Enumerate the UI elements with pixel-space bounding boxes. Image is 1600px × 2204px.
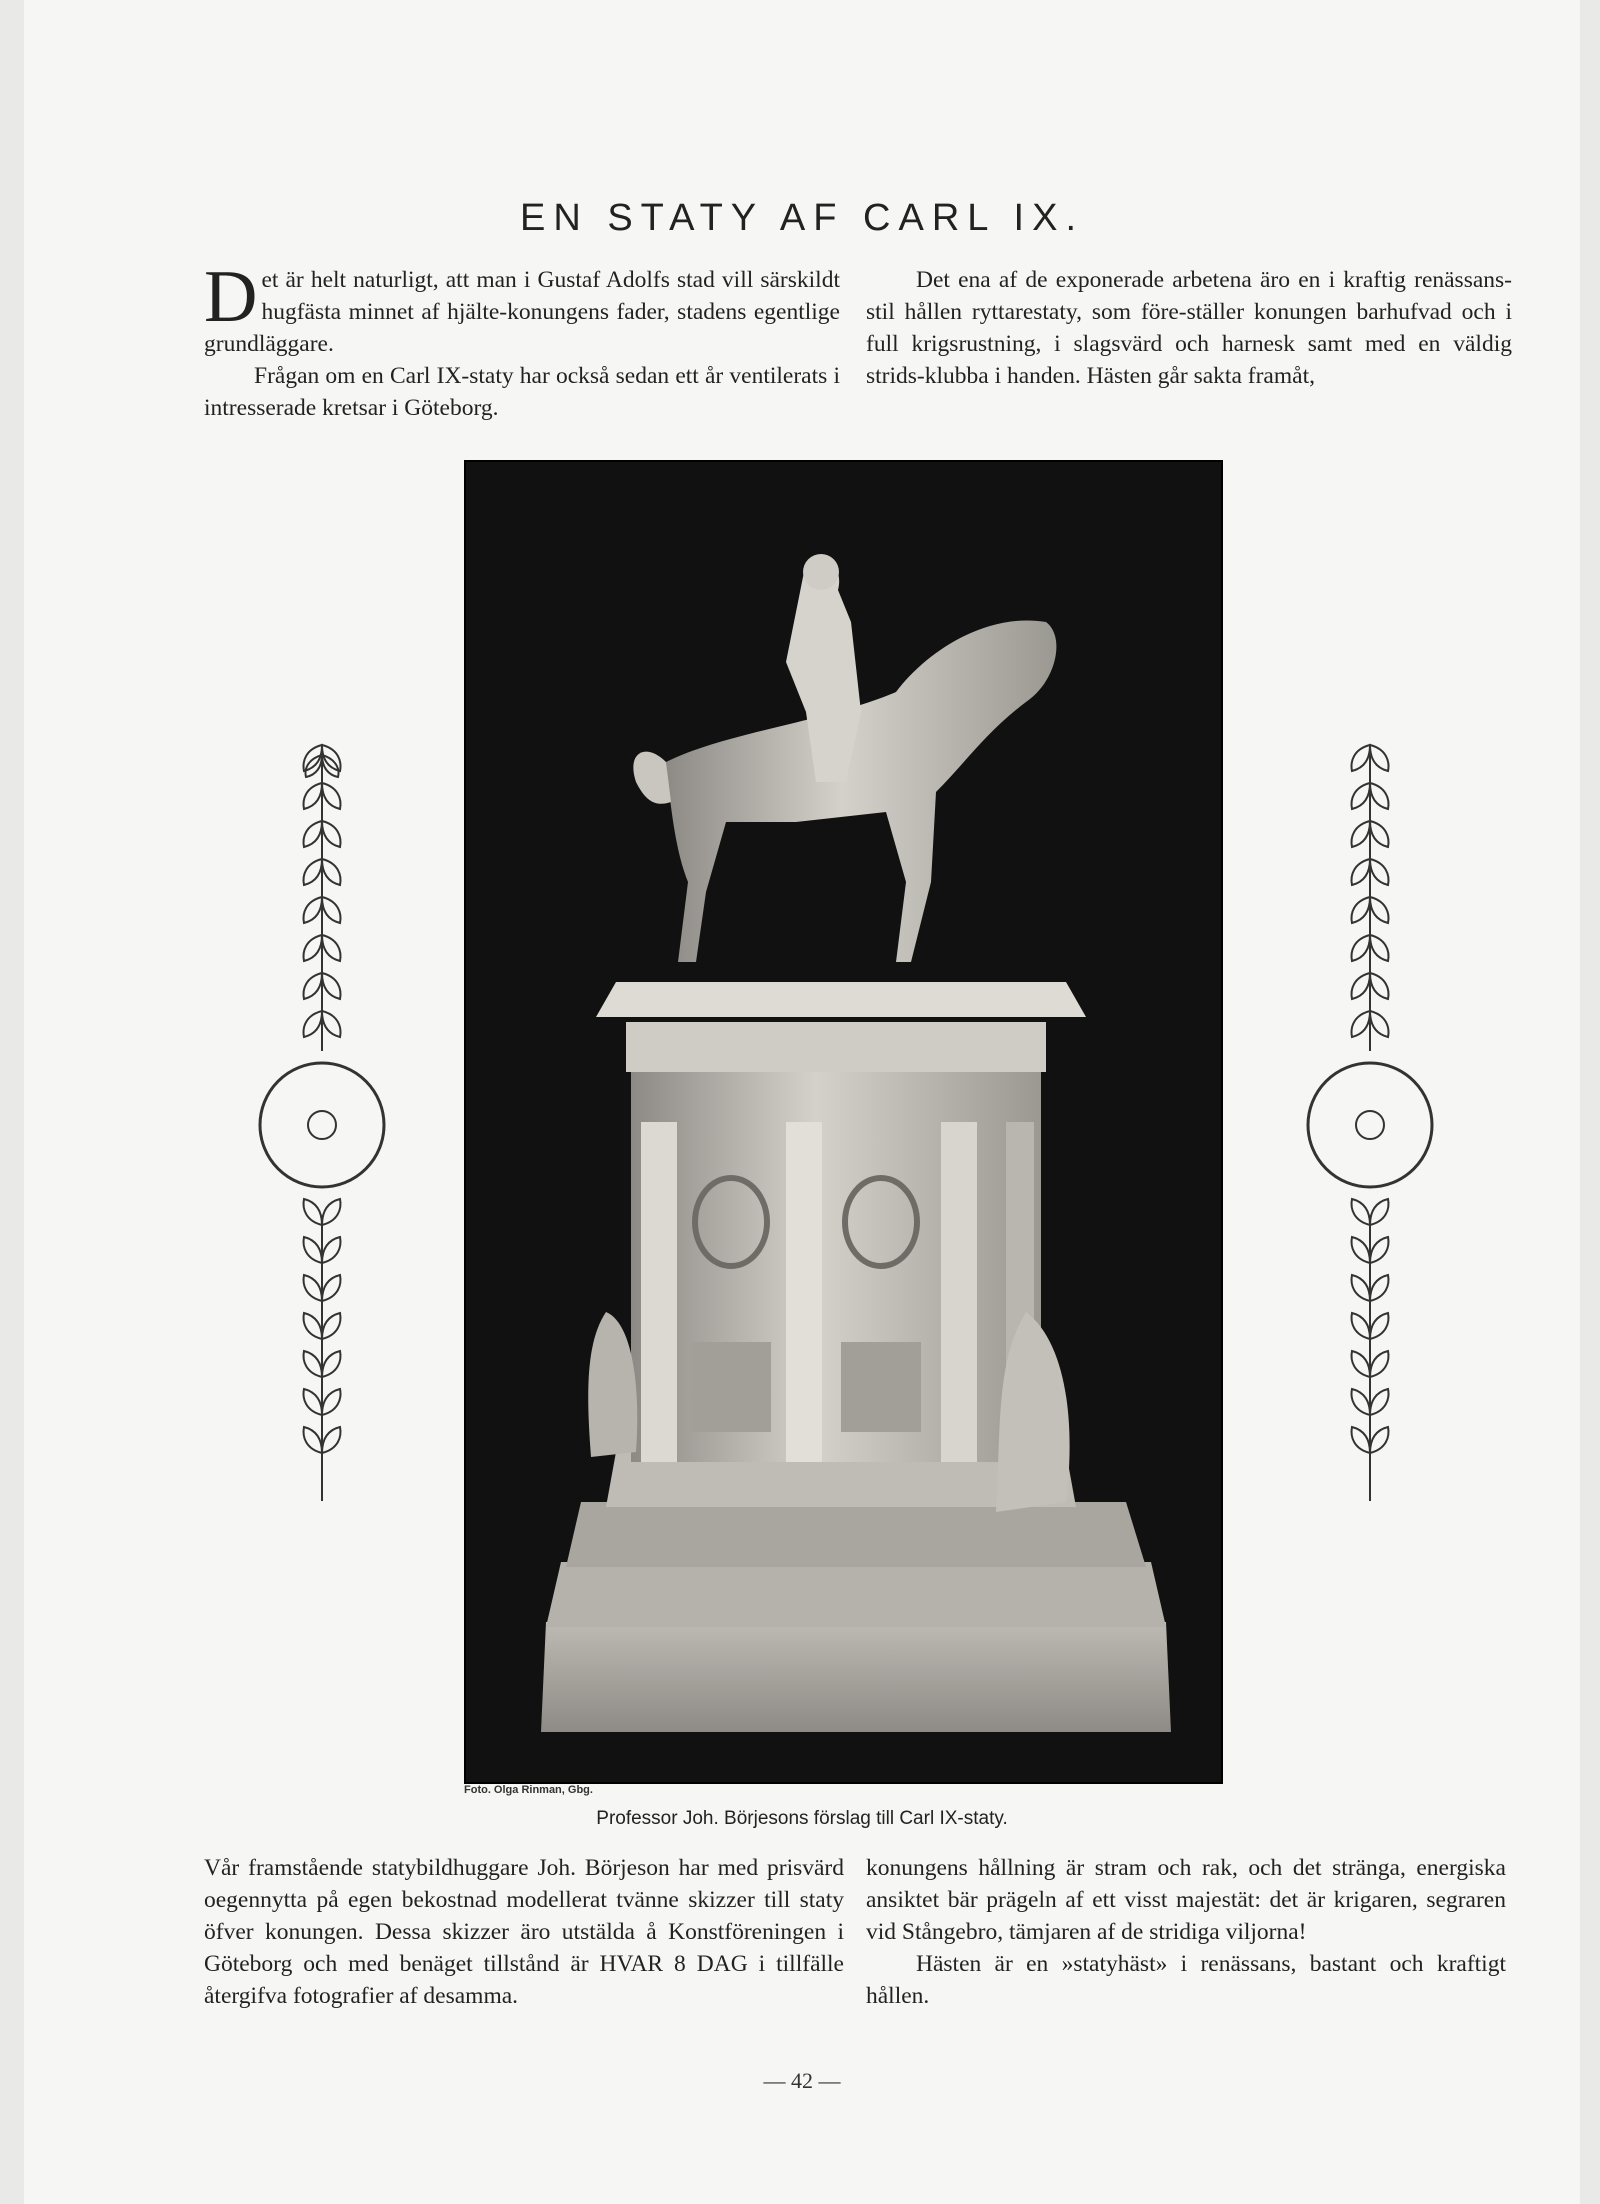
vine-ornament-left-icon xyxy=(242,735,402,1505)
vine-ornament-right-icon xyxy=(1290,735,1450,1505)
intro-right-column xyxy=(866,264,1512,392)
intro-right-paragraph-1: Det ena af de exponerade arbetena äro en i kraftig renässans-stil hållen ryttarestaty, som före-ställer konungen barhufvad och i full krigsrustning, i slagsvärd och harnesk samt med en väldig strids-klubba i handen. Hästen går sakta framåt, xyxy=(866,267,1512,389)
equestrian-statue-image xyxy=(466,462,1221,1782)
photo-credit: Foto. Olga Rinman, Gbg. xyxy=(464,1784,593,1796)
intro-left-paragraph-1: et är helt naturligt, att man i Gustaf Adolfs stad vill särskildt hugfästa minnet af hjälte-konungens fader, stadens egentlige grundläggare. xyxy=(204,267,840,357)
body-left-column xyxy=(204,1852,844,2012)
photo-caption: Professor Joh. Börjesons förslag till Carl IX-staty. xyxy=(596,1808,1008,1829)
intro-left-column xyxy=(204,256,840,424)
body-right-column xyxy=(866,1852,1506,2012)
body-right-paragraph-2: Hästen är en »statyhäst» i renässans, bastant och kraftigt hållen. xyxy=(866,1951,1506,2009)
page-number: — 42 — xyxy=(763,2068,841,2093)
article-title: EN STATY AF CARL IX. xyxy=(519,197,1085,240)
body-right-paragraph-1: konungens hållning är stram och rak, och det stränga, energiska ansiktet bär prägeln af ett visst majestät: det är krigaren, segraren vid Stångebro, tämjaren af de stridiga viljorna! xyxy=(866,1855,1506,1945)
drop-cap: D xyxy=(204,256,258,338)
magazine-page xyxy=(24,0,1580,2204)
body-left-paragraph-1: Vår framstående statybildhuggare Joh. Börjeson har med prisvärd oegennytta på egen bekostnad modellerat tvänne skizzer till staty öfver konungen. Dessa skizzer äro utstälda å Konstföreningen i Göteborg och med benäget tillstånd är HVAR 8 DAG i tillfälle återgifva fotografier af desamma. xyxy=(204,1855,844,2009)
statue-photograph xyxy=(464,460,1223,1784)
intro-left-paragraph-2: Frågan om en Carl IX-staty har också sedan ett år ventilerats i intresserade kretsar i Göteborg. xyxy=(204,363,840,421)
